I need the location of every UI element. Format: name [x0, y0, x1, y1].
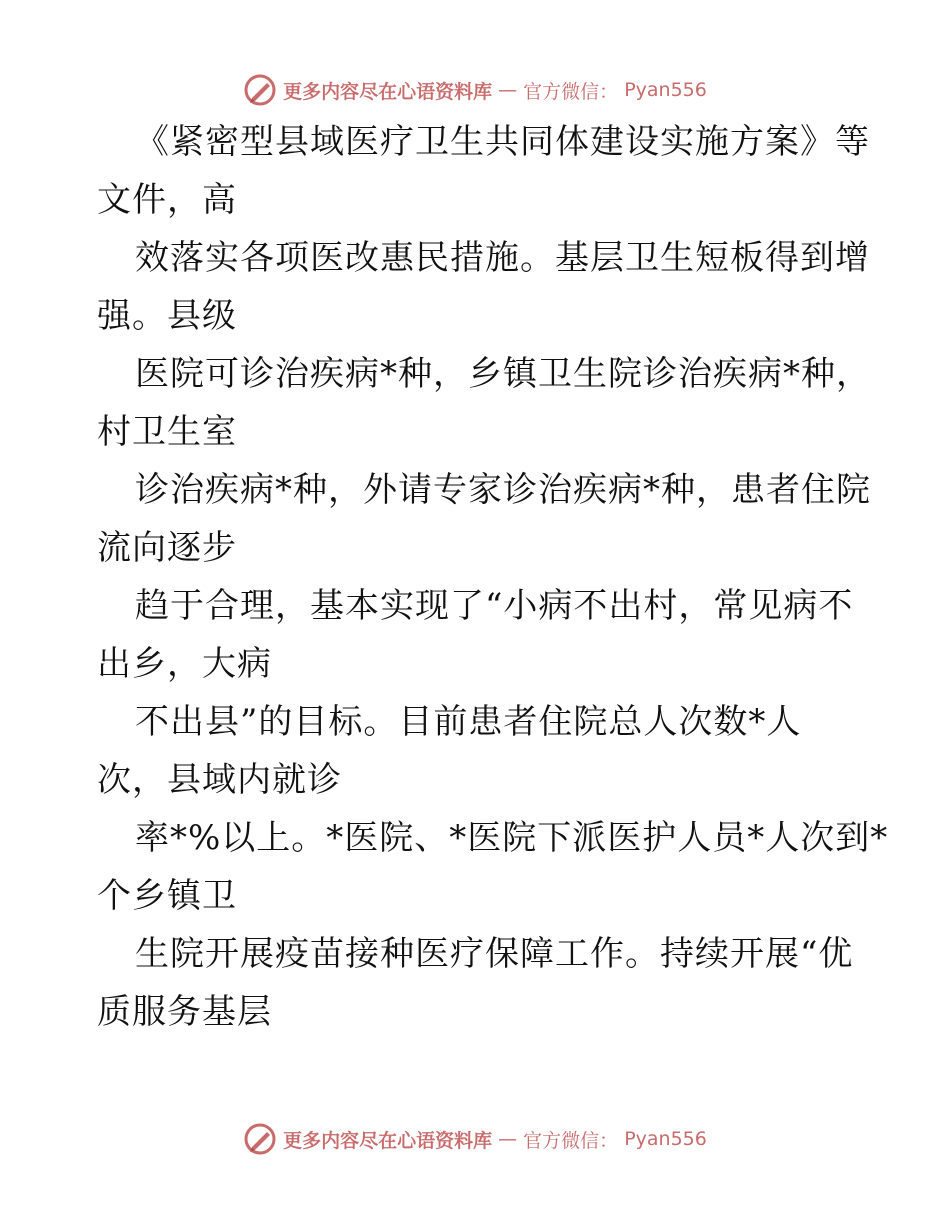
text-line: 次，县域内就诊: [97, 760, 342, 800]
text-line: 不出县”的目标。目前患者住院总人次数*人: [135, 702, 802, 742]
pen-logo-icon: [243, 73, 277, 107]
text-line: 效落实各项医改惠民措施。基层卫生短板得到增: [135, 238, 870, 278]
footer-watermark: [0, 1119, 950, 1159]
header-watermark: [0, 70, 950, 110]
text-line: 出乡，大病: [97, 644, 272, 684]
text-line: 文件，高: [97, 180, 237, 220]
text-line: 医院可诊治疾病*种，乡镇卫生院诊治疾病*种，: [135, 354, 871, 394]
watermark-dash: —: [498, 79, 518, 101]
text-line: 村卫生室: [97, 412, 237, 452]
text-line: 流向逐步: [97, 528, 237, 568]
text-line: 生院开展疫苗接种医疗保障工作。持续开展“优: [135, 934, 854, 974]
watermark-site-text: 更多内容尽在心语资料库: [283, 1129, 493, 1152]
watermark-dash: —: [498, 1128, 518, 1150]
text-line: 诊治疾病*种，外请专家诊治疾病*种，患者住院: [135, 470, 871, 510]
watermark-wechat-id: Pyan556: [624, 79, 707, 101]
text-line: 趋于合理，基本实现了“小病不出村，常见病不: [135, 586, 854, 626]
text-line: 个乡镇卫: [97, 876, 237, 916]
pen-logo-icon: [243, 1122, 277, 1156]
text-line: 强。县级: [97, 296, 237, 336]
watermark-wechat-label: 官方微信：: [523, 1129, 619, 1152]
watermark-wechat-label: 官方微信：: [523, 80, 619, 103]
watermark-site-text: 更多内容尽在心语资料库: [283, 80, 493, 103]
text-line: 《紧密型县域医疗卫生共同体建设实施方案》等: [135, 122, 870, 162]
text-line: 率*%以上。*医院、*医院下派医护人员*人次到*: [135, 818, 889, 858]
watermark-wechat-id: Pyan556: [624, 1128, 707, 1150]
text-line: 质服务基层: [97, 992, 272, 1032]
